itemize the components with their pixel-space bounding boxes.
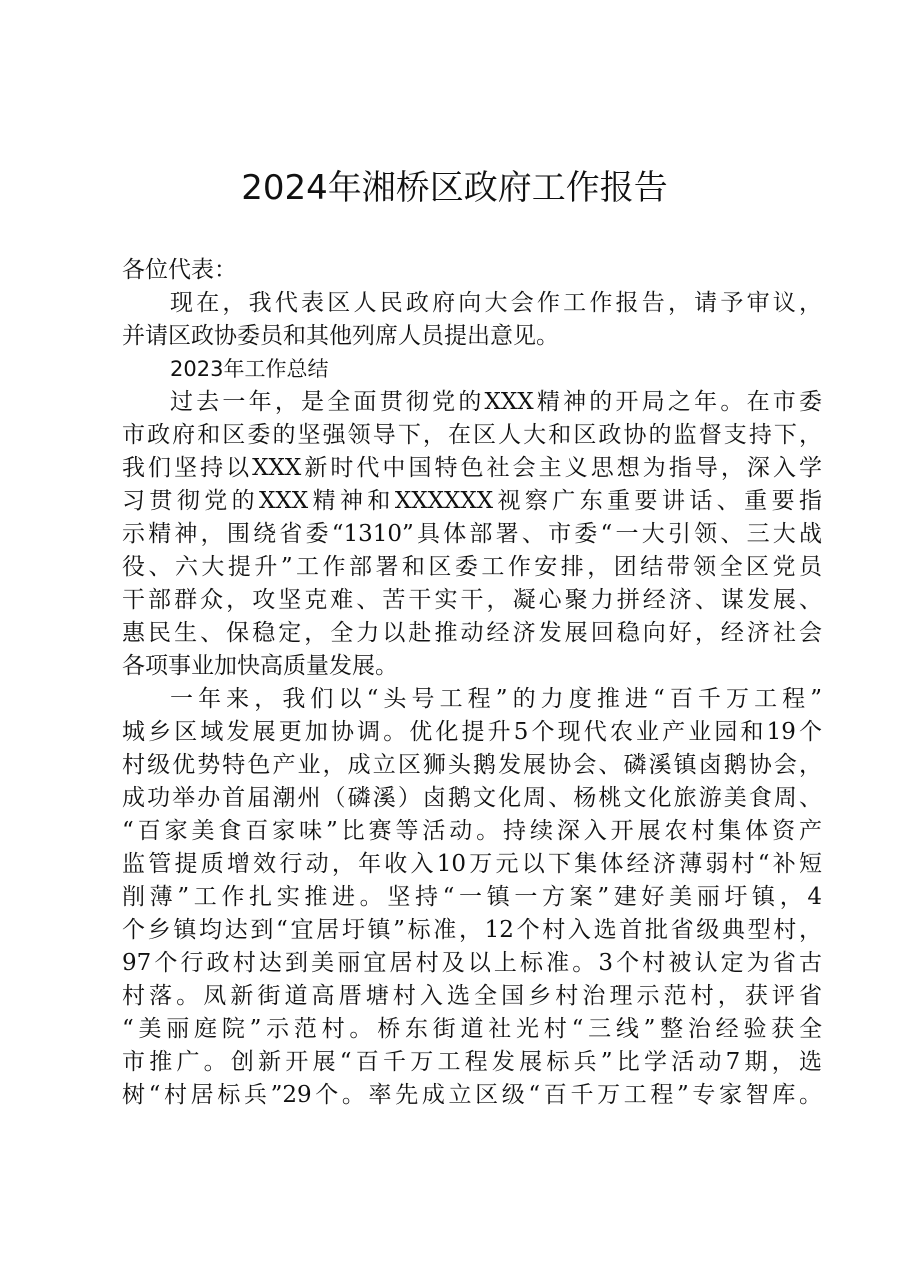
- document-body: [122, 254, 822, 1112]
- paragraph-line: 现在，我代表区人民政府向大会作工作报告，请予审议，: [170, 290, 822, 316]
- paragraph-line: 成功举办首届潮州（磷溪）卤鹅文化周、杨桃文化旅游美食周、: [122, 785, 822, 811]
- paragraph-line: “百家美食百家味”比赛等活动。持续深入开展农村集体资产: [122, 818, 822, 844]
- paragraph-line: 我们坚持以XXX新时代中国特色社会主义思想为指导，深入学: [122, 455, 822, 481]
- paragraph-line: 惠民生、保稳定，全力以赴推动经济发展回稳向好，经济社会: [122, 620, 822, 646]
- section-heading: 2023年工作总结: [170, 357, 329, 381]
- paragraph-line: 并请区政协委员和其他列席人员提出意见。: [122, 323, 559, 349]
- document-title: 2024年湘桥区政府工作报告: [241, 168, 668, 208]
- paragraph-line: 监管提质增效行动，年收入10万元以下集体经济薄弱村“补短: [122, 851, 822, 877]
- paragraph-line: 示精神，围绕省委“1310”具体部署、市委“一大引领、三大战: [122, 521, 822, 547]
- paragraph-line: 市推广。创新开展“百千万工程发展标兵”比学活动7期，选: [122, 1049, 822, 1075]
- paragraph-line: 一年来，我们以“头号工程”的力度推进“百千万工程”: [170, 686, 822, 712]
- paragraph-line: 过去一年，是全面贯彻党的XXX精神的开局之年。在市委: [170, 389, 822, 415]
- paragraph-line: 树“村居标兵”29个。率先成立区级“百千万工程”专家智库。: [122, 1082, 822, 1108]
- paragraph-line: 村落。凤新街道高厝塘村入选全国乡村治理示范村，获评省: [122, 983, 822, 1009]
- paragraph-line: 役、六大提升”工作部署和区委工作安排，团结带领全区党员: [122, 554, 822, 580]
- paragraph-line: 个乡镇均达到“宜居圩镇”标准，12个村入选首批省级典型村，: [122, 917, 822, 943]
- paragraph-line: 各项事业加快高质量发展。: [122, 653, 398, 679]
- paragraph-line: 习贯彻党的XXX精神和XXXXXX视察广东重要讲话、重要指: [122, 488, 822, 514]
- paragraph-line: 市政府和区委的坚强领导下，在区人大和区政协的监督支持下，: [122, 422, 822, 448]
- paragraph-line: 削薄”工作扎实推进。坚持“一镇一方案”建好美丽圩镇，4: [122, 884, 822, 910]
- paragraph-line: 97个行政村达到美丽宜居村及以上标准。3个村被认定为省古: [122, 950, 822, 976]
- paragraph-line: 干部群众，攻坚克难、苦干实干，凝心聚力拼经济、谋发展、: [122, 587, 822, 613]
- paragraph-line: 村级优势特色产业，成立区狮头鹅发展协会、磷溪镇卤鹅协会，: [122, 752, 822, 778]
- paragraph-line: 城乡区域发展更加协调。优化提升5个现代农业产业园和19个: [122, 719, 822, 745]
- paragraph-line: “美丽庭院”示范村。桥东街道社光村“三线”整治经验获全: [122, 1016, 822, 1042]
- salutation-line: 各位代表：: [122, 257, 237, 283]
